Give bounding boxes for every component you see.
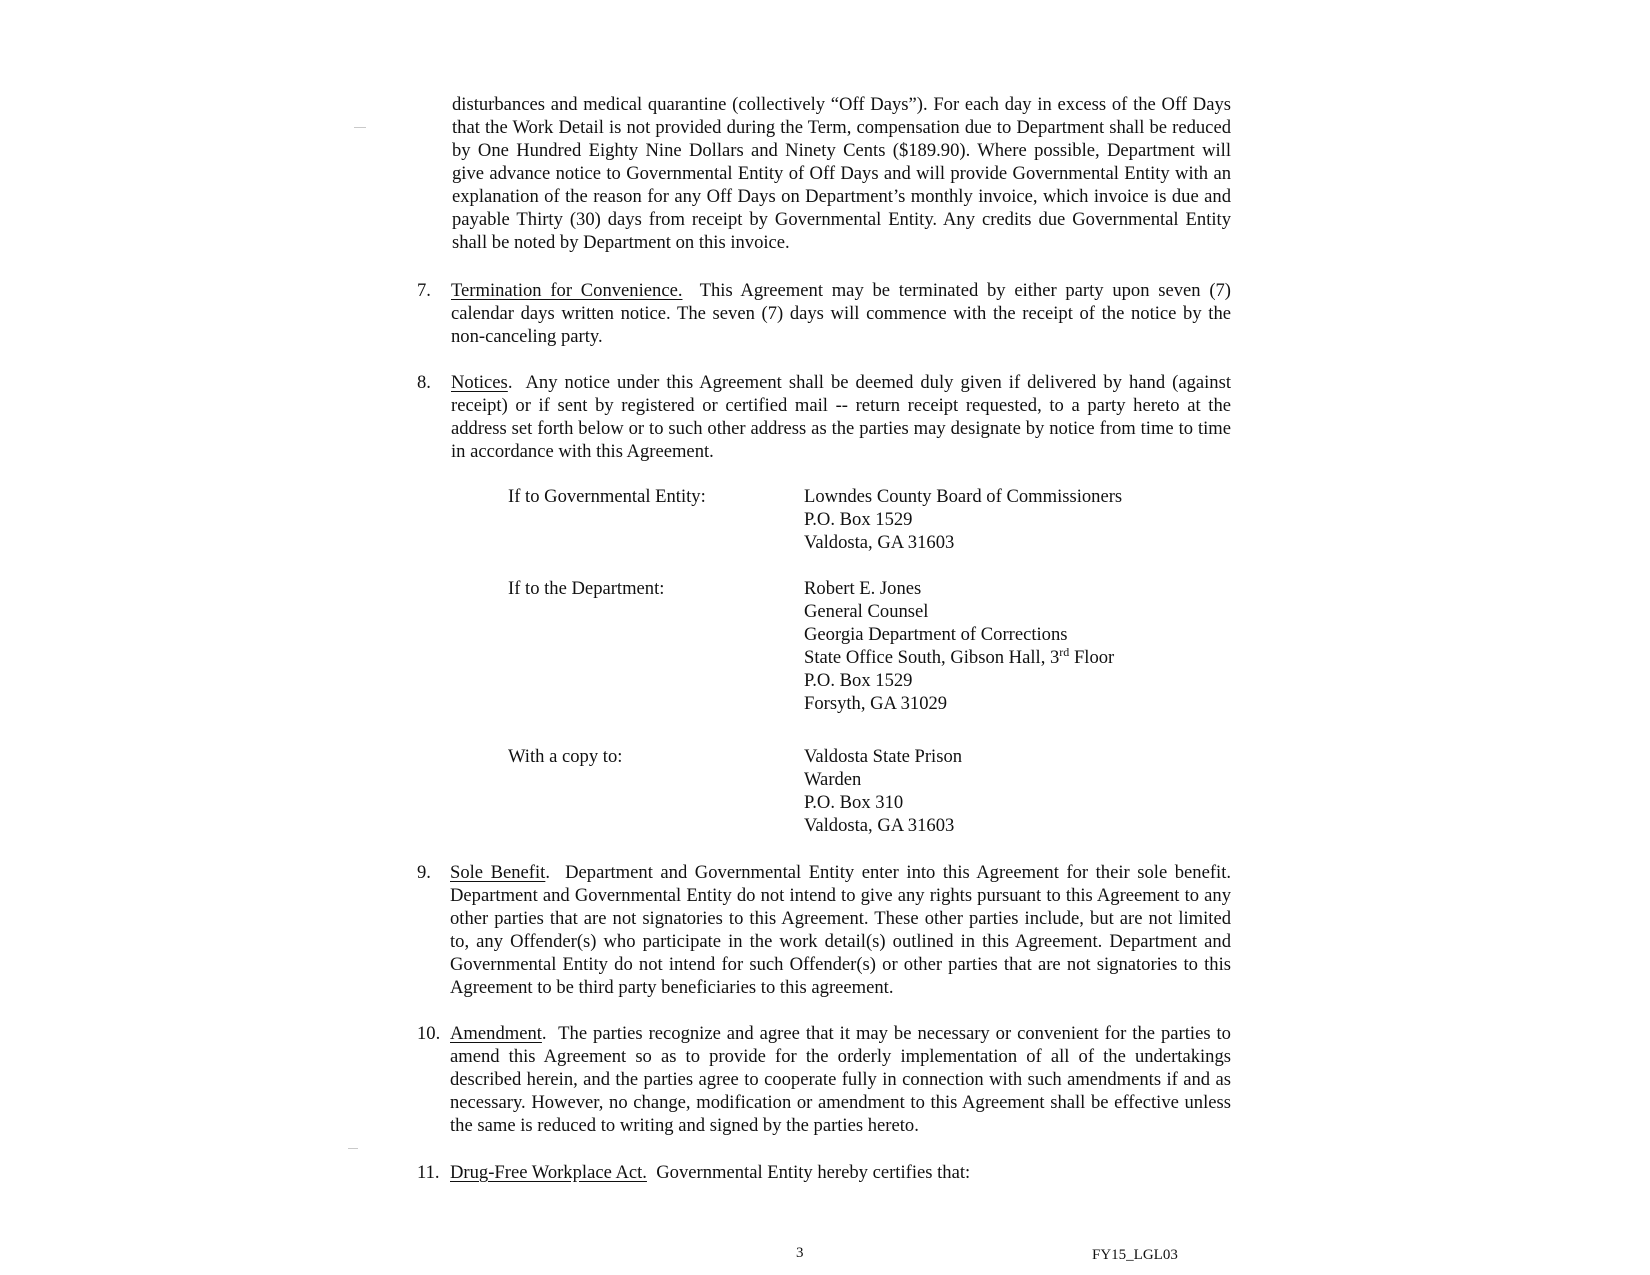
section-text — [450, 1161, 1231, 1184]
address-line: P.O. Box 1529 — [804, 670, 913, 691]
section-heading: Sole Benefit — [450, 862, 546, 883]
section-text — [450, 1022, 1231, 1137]
heading-period: . — [507, 372, 513, 393]
section-body: Governmental Entity hereby certifies that: — [656, 1162, 971, 1183]
section-7 — [417, 279, 1231, 348]
address-line: Valdosta, GA 31603 — [804, 532, 955, 553]
section-number: 8. — [417, 372, 431, 393]
address-line: Valdosta State Prison — [804, 746, 963, 767]
address-lines — [804, 577, 1114, 715]
section-heading: Drug-Free Workplace Act. — [450, 1162, 647, 1183]
address-line: Forsyth, GA 31029 — [804, 693, 948, 714]
section-number: 10. — [417, 1023, 441, 1044]
scan-speck — [354, 127, 366, 128]
address-line: Warden — [804, 769, 862, 790]
address-line: Robert E. Jones — [804, 578, 922, 599]
address-label: With a copy to: — [508, 746, 623, 767]
section-body: This Agreement may be terminated by either party upon seven (7) calendar days written notice. The seven (7) days will commence with the receipt of the notice by the non-canceling party. — [451, 280, 1231, 347]
section-number: 11. — [417, 1162, 440, 1183]
section-body: The parties recognize and agree that it may be necessary or convenient for the parties to amend this Agreement so as to provide for the orderly implementation of all of the undertakings described herein, and the parties agree to cooperate fully in connection with such amendments if and as necessary. However, no change, modification or amendment to this Agreement shall be effective unless the same is reduced to writing and signed by the parties hereto. — [450, 1023, 1231, 1136]
continuation-paragraph: disturbances and medical quarantine (collectively “Off Days”). For each day in excess of the Off Days that the Work Detail is not provided during the Term, compensation due to Department shall be reduced by One Hundred Eighty Nine Dollars and Ninety Cents ($189.90). Where possible, Department will give advance notice to Governmental Entity of Off Days and will provide Governmental Entity with an explanation of the reason for any Off Days on Department’s monthly invoice, which invoice is due and payable Thirty (30) days from receipt by Governmental Entity. Any credits due Governmental Entity shall be noted by Department on this invoice. — [452, 94, 1231, 253]
section-heading: Notices — [451, 372, 508, 393]
address-line: P.O. Box 1529 — [804, 509, 913, 530]
address-label: If to the Department: — [508, 578, 665, 599]
section-10 — [417, 1022, 1231, 1137]
heading-period: . — [545, 862, 550, 883]
section-number: 7. — [417, 280, 431, 301]
section-9 — [417, 861, 1231, 999]
address-line: Lowndes County Board of Commissioners — [804, 486, 1123, 507]
section-11 — [417, 1161, 1231, 1184]
section-heading: Amendment — [450, 1023, 542, 1044]
section-body: Any notice under this Agreement shall be deemed duly given if delivered by hand (against receipt) or if sent by registered or certified mail -- return receipt requested, to a party hereto at the address set forth below or to such other address as the parties may designate by notice from time to time in accordance with this Agreement. — [451, 372, 1232, 462]
address-line: General Counsel — [804, 601, 929, 622]
heading-period: . — [541, 1023, 547, 1044]
address-lines — [804, 485, 1122, 554]
address-line: P.O. Box 310 — [804, 792, 904, 813]
page-number: 3 — [796, 1245, 804, 1261]
document-code: FY15_LGL03 — [1092, 1247, 1178, 1263]
address-line: Valdosta, GA 31603 — [804, 815, 955, 836]
section-body: Department and Governmental Entity enter into this Agreement for their sole benefit. Department and Governmental Entity do not intend to give any rights pursuant to this Agreement to any other parties that are not signatories to this Agreement. These other parties include, but are not limited to, any Offender(s) who participate in the work detail(s) outlined in this Agreement. Department and Governmental Entity do not intend for such Offender(s) or other parties that are not signatories to this Agreement to be third party beneficiaries to this agreement. — [450, 862, 1232, 998]
section-8 — [417, 371, 1231, 463]
address-line-floor: State Office South, Gibson Hall, 3rd Floor — [804, 644, 1115, 668]
section-number: 9. — [417, 862, 431, 883]
section-text — [451, 279, 1231, 348]
scan-speck — [348, 1148, 358, 1149]
section-text — [450, 861, 1231, 999]
address-line: Georgia Department of Corrections — [804, 624, 1068, 645]
address-label: If to Governmental Entity: — [508, 486, 706, 507]
address-lines — [804, 745, 962, 837]
section-text — [451, 371, 1231, 463]
section-heading: Termination for Convenience. — [451, 280, 683, 301]
